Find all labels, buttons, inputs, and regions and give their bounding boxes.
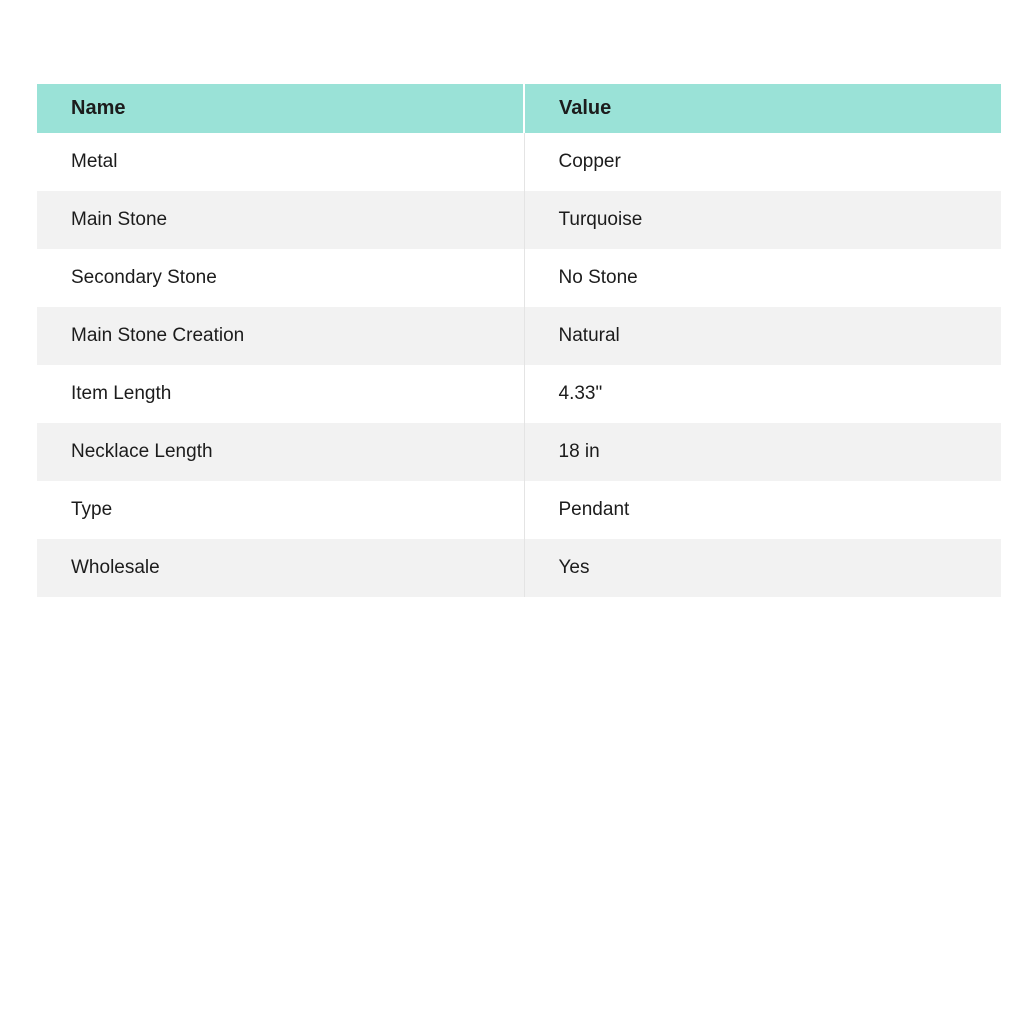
attributes-table	[37, 84, 1001, 597]
attribute-value-cell: 4.33"	[524, 365, 1001, 423]
attribute-name-cell: Item Length	[37, 365, 524, 423]
table-header-row	[37, 84, 1001, 133]
table-row	[37, 191, 1001, 249]
attribute-value-cell: 18 in	[524, 423, 1001, 481]
attribute-name-cell: Wholesale	[37, 539, 524, 597]
attribute-value-cell: Turquoise	[524, 191, 1001, 249]
table-row	[37, 365, 1001, 423]
attribute-value-cell: No Stone	[524, 249, 1001, 307]
table-row	[37, 133, 1001, 191]
attribute-value-cell: Yes	[524, 539, 1001, 597]
table-row	[37, 423, 1001, 481]
attribute-name-cell: Main Stone Creation	[37, 307, 524, 365]
attribute-name-cell: Type	[37, 481, 524, 539]
attributes-table-container	[37, 84, 1001, 597]
table-row	[37, 481, 1001, 539]
attribute-name-cell: Main Stone	[37, 191, 524, 249]
table-row	[37, 249, 1001, 307]
table-row	[37, 307, 1001, 365]
attribute-value-cell: Copper	[524, 133, 1001, 191]
table-row	[37, 539, 1001, 597]
column-header-value: Value	[524, 84, 1001, 133]
attribute-name-cell: Secondary Stone	[37, 249, 524, 307]
attribute-value-cell: Natural	[524, 307, 1001, 365]
attribute-name-cell: Metal	[37, 133, 524, 191]
attribute-value-cell: Pendant	[524, 481, 1001, 539]
table-body	[37, 133, 1001, 597]
column-header-name: Name	[37, 84, 524, 133]
attribute-name-cell: Necklace Length	[37, 423, 524, 481]
